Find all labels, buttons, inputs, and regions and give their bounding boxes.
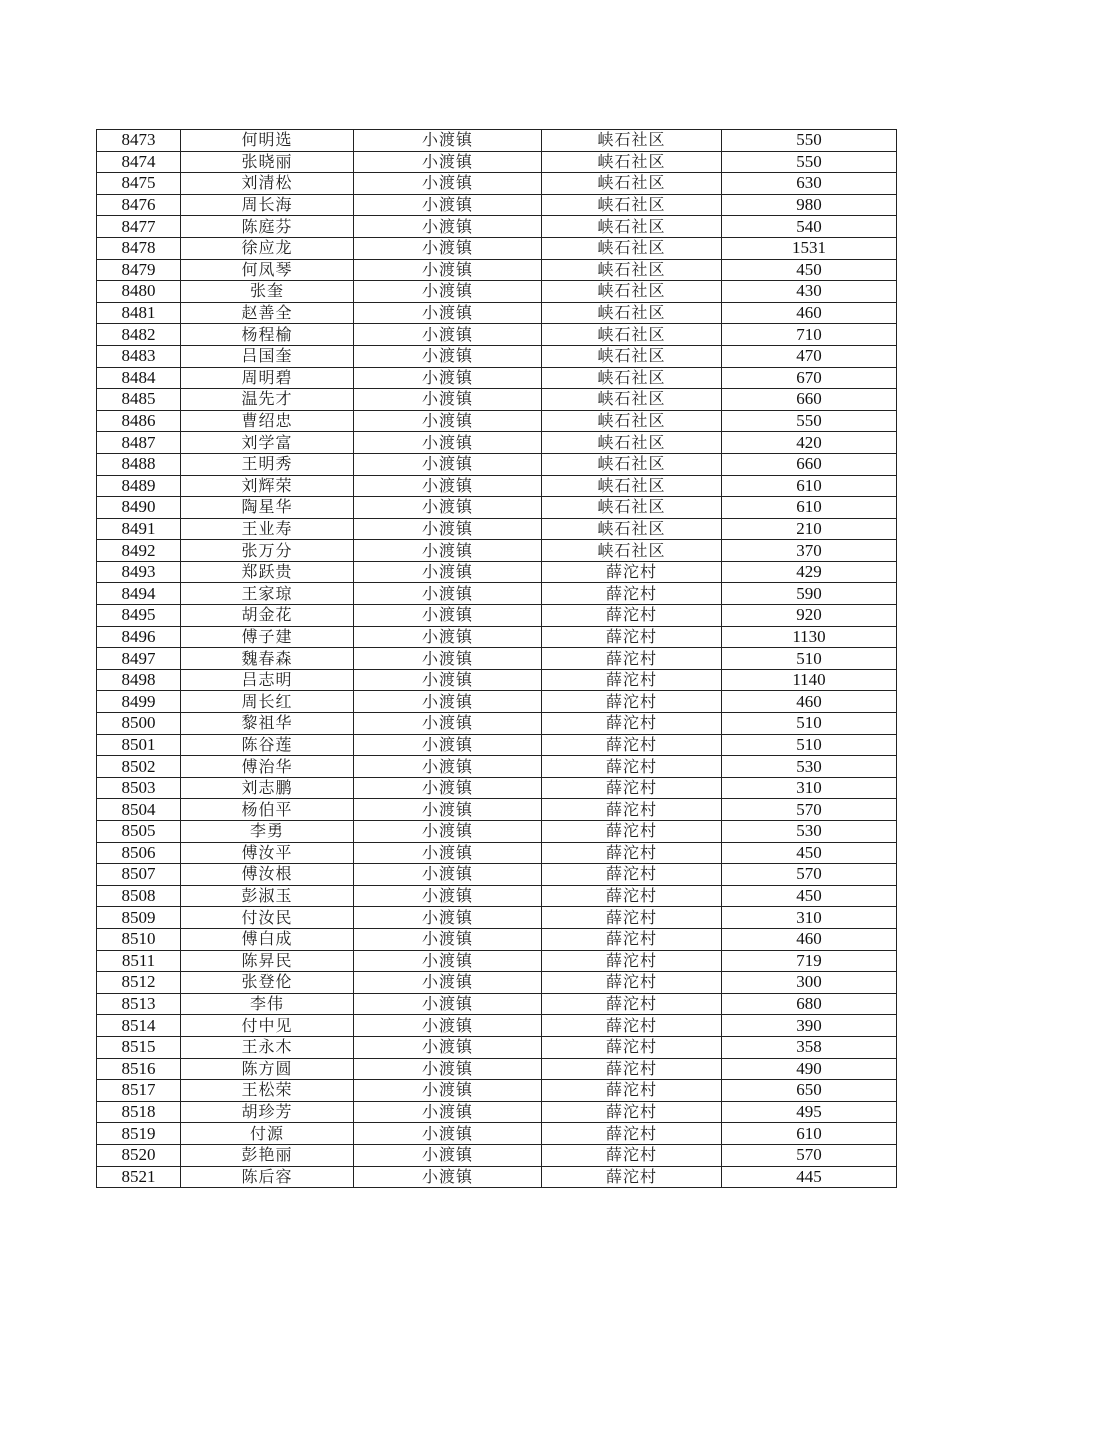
town-cell: 小渡镇 bbox=[354, 497, 542, 519]
town-cell: 小渡镇 bbox=[354, 194, 542, 216]
row-number-cell: 8480 bbox=[97, 281, 181, 303]
row-number-cell: 8489 bbox=[97, 475, 181, 497]
amount-cell: 430 bbox=[722, 281, 897, 303]
row-number-cell: 8502 bbox=[97, 756, 181, 778]
name-cell: 赵善全 bbox=[181, 302, 354, 324]
community-cell: 薛沱村 bbox=[542, 561, 722, 583]
table-body bbox=[97, 130, 897, 1188]
community-cell: 薛沱村 bbox=[542, 842, 722, 864]
community-cell: 薛沱村 bbox=[542, 885, 722, 907]
name-cell: 傅汝根 bbox=[181, 864, 354, 886]
amount-cell: 650 bbox=[722, 1080, 897, 1102]
table-row bbox=[97, 885, 897, 907]
amount-cell: 450 bbox=[722, 885, 897, 907]
amount-cell: 495 bbox=[722, 1101, 897, 1123]
table-row bbox=[97, 605, 897, 627]
table-row bbox=[97, 345, 897, 367]
row-number-cell: 8490 bbox=[97, 497, 181, 519]
name-cell: 彭淑玉 bbox=[181, 885, 354, 907]
town-cell: 小渡镇 bbox=[354, 821, 542, 843]
amount-cell: 660 bbox=[722, 453, 897, 475]
table-row bbox=[97, 1015, 897, 1037]
table-row bbox=[97, 756, 897, 778]
town-cell: 小渡镇 bbox=[354, 691, 542, 713]
amount-cell: 429 bbox=[722, 561, 897, 583]
row-number-cell: 8507 bbox=[97, 864, 181, 886]
town-cell: 小渡镇 bbox=[354, 173, 542, 195]
town-cell: 小渡镇 bbox=[354, 389, 542, 411]
amount-cell: 390 bbox=[722, 1015, 897, 1037]
amount-cell: 420 bbox=[722, 432, 897, 454]
community-cell: 峡石社区 bbox=[542, 453, 722, 475]
amount-cell: 370 bbox=[722, 540, 897, 562]
row-number-cell: 8511 bbox=[97, 950, 181, 972]
table-row bbox=[97, 1058, 897, 1080]
name-cell: 刘志鹏 bbox=[181, 777, 354, 799]
amount-cell: 710 bbox=[722, 324, 897, 346]
row-number-cell: 8513 bbox=[97, 993, 181, 1015]
row-number-cell: 8508 bbox=[97, 885, 181, 907]
table-row bbox=[97, 367, 897, 389]
name-cell: 彭艳丽 bbox=[181, 1144, 354, 1166]
amount-cell: 570 bbox=[722, 1144, 897, 1166]
amount-cell: 630 bbox=[722, 173, 897, 195]
table-row bbox=[97, 540, 897, 562]
name-cell: 张登伦 bbox=[181, 972, 354, 994]
row-number-cell: 8478 bbox=[97, 237, 181, 259]
amount-cell: 445 bbox=[722, 1166, 897, 1188]
community-cell: 薛沱村 bbox=[542, 1101, 722, 1123]
row-number-cell: 8521 bbox=[97, 1166, 181, 1188]
community-cell: 薛沱村 bbox=[542, 993, 722, 1015]
table-row bbox=[97, 497, 897, 519]
community-cell: 薛沱村 bbox=[542, 777, 722, 799]
row-number-cell: 8491 bbox=[97, 518, 181, 540]
row-number-cell: 8494 bbox=[97, 583, 181, 605]
community-cell: 薛沱村 bbox=[542, 1015, 722, 1037]
amount-cell: 510 bbox=[722, 734, 897, 756]
town-cell: 小渡镇 bbox=[354, 259, 542, 281]
table-row bbox=[97, 324, 897, 346]
town-cell: 小渡镇 bbox=[354, 605, 542, 627]
table-row bbox=[97, 713, 897, 735]
amount-cell: 719 bbox=[722, 950, 897, 972]
table-row bbox=[97, 734, 897, 756]
town-cell: 小渡镇 bbox=[354, 1015, 542, 1037]
amount-cell: 460 bbox=[722, 691, 897, 713]
town-cell: 小渡镇 bbox=[354, 281, 542, 303]
town-cell: 小渡镇 bbox=[354, 151, 542, 173]
town-cell: 小渡镇 bbox=[354, 777, 542, 799]
amount-cell: 920 bbox=[722, 605, 897, 627]
community-cell: 薛沱村 bbox=[542, 648, 722, 670]
table-row bbox=[97, 173, 897, 195]
amount-cell: 530 bbox=[722, 821, 897, 843]
name-cell: 李勇 bbox=[181, 821, 354, 843]
data-table bbox=[96, 129, 897, 1188]
amount-cell: 610 bbox=[722, 475, 897, 497]
table-row bbox=[97, 1166, 897, 1188]
table-row bbox=[97, 194, 897, 216]
amount-cell: 450 bbox=[722, 842, 897, 864]
table-row bbox=[97, 928, 897, 950]
name-cell: 付中见 bbox=[181, 1015, 354, 1037]
town-cell: 小渡镇 bbox=[354, 410, 542, 432]
table-row bbox=[97, 518, 897, 540]
name-cell: 周明碧 bbox=[181, 367, 354, 389]
amount-cell: 570 bbox=[722, 799, 897, 821]
amount-cell: 510 bbox=[722, 648, 897, 670]
name-cell: 傅子建 bbox=[181, 626, 354, 648]
community-cell: 薛沱村 bbox=[542, 799, 722, 821]
amount-cell: 358 bbox=[722, 1036, 897, 1058]
table-row bbox=[97, 972, 897, 994]
row-number-cell: 8517 bbox=[97, 1080, 181, 1102]
row-number-cell: 8473 bbox=[97, 130, 181, 152]
row-number-cell: 8474 bbox=[97, 151, 181, 173]
community-cell: 峡石社区 bbox=[542, 497, 722, 519]
table-row bbox=[97, 648, 897, 670]
row-number-cell: 8475 bbox=[97, 173, 181, 195]
town-cell: 小渡镇 bbox=[354, 1058, 542, 1080]
town-cell: 小渡镇 bbox=[354, 518, 542, 540]
amount-cell: 510 bbox=[722, 713, 897, 735]
row-number-cell: 8505 bbox=[97, 821, 181, 843]
town-cell: 小渡镇 bbox=[354, 540, 542, 562]
name-cell: 付源 bbox=[181, 1123, 354, 1145]
name-cell: 张万分 bbox=[181, 540, 354, 562]
amount-cell: 670 bbox=[722, 367, 897, 389]
row-number-cell: 8486 bbox=[97, 410, 181, 432]
community-cell: 薛沱村 bbox=[542, 1123, 722, 1145]
row-number-cell: 8519 bbox=[97, 1123, 181, 1145]
amount-cell: 530 bbox=[722, 756, 897, 778]
table-row bbox=[97, 1036, 897, 1058]
name-cell: 刘辉荣 bbox=[181, 475, 354, 497]
name-cell: 黎祖华 bbox=[181, 713, 354, 735]
community-cell: 薛沱村 bbox=[542, 1166, 722, 1188]
community-cell: 峡石社区 bbox=[542, 410, 722, 432]
town-cell: 小渡镇 bbox=[354, 216, 542, 238]
table-row bbox=[97, 799, 897, 821]
table-row bbox=[97, 216, 897, 238]
row-number-cell: 8483 bbox=[97, 345, 181, 367]
community-cell: 峡石社区 bbox=[542, 302, 722, 324]
name-cell: 陈昇民 bbox=[181, 950, 354, 972]
table-row bbox=[97, 842, 897, 864]
table-row bbox=[97, 1123, 897, 1145]
table-row bbox=[97, 1101, 897, 1123]
name-cell: 张晓丽 bbox=[181, 151, 354, 173]
name-cell: 杨程榆 bbox=[181, 324, 354, 346]
community-cell: 峡石社区 bbox=[542, 237, 722, 259]
town-cell: 小渡镇 bbox=[354, 993, 542, 1015]
town-cell: 小渡镇 bbox=[354, 324, 542, 346]
community-cell: 峡石社区 bbox=[542, 216, 722, 238]
town-cell: 小渡镇 bbox=[354, 756, 542, 778]
table-row bbox=[97, 561, 897, 583]
row-number-cell: 8512 bbox=[97, 972, 181, 994]
community-cell: 薛沱村 bbox=[542, 928, 722, 950]
community-cell: 峡石社区 bbox=[542, 130, 722, 152]
town-cell: 小渡镇 bbox=[354, 648, 542, 670]
name-cell: 周长海 bbox=[181, 194, 354, 216]
table-row bbox=[97, 475, 897, 497]
table-row bbox=[97, 151, 897, 173]
town-cell: 小渡镇 bbox=[354, 669, 542, 691]
amount-cell: 210 bbox=[722, 518, 897, 540]
table-row bbox=[97, 950, 897, 972]
town-cell: 小渡镇 bbox=[354, 1101, 542, 1123]
amount-cell: 610 bbox=[722, 1123, 897, 1145]
community-cell: 峡石社区 bbox=[542, 475, 722, 497]
town-cell: 小渡镇 bbox=[354, 561, 542, 583]
name-cell: 周长红 bbox=[181, 691, 354, 713]
row-number-cell: 8506 bbox=[97, 842, 181, 864]
amount-cell: 1140 bbox=[722, 669, 897, 691]
name-cell: 王明秀 bbox=[181, 453, 354, 475]
community-cell: 峡石社区 bbox=[542, 173, 722, 195]
town-cell: 小渡镇 bbox=[354, 432, 542, 454]
community-cell: 薛沱村 bbox=[542, 626, 722, 648]
row-number-cell: 8484 bbox=[97, 367, 181, 389]
community-cell: 峡石社区 bbox=[542, 324, 722, 346]
town-cell: 小渡镇 bbox=[354, 1036, 542, 1058]
amount-cell: 1130 bbox=[722, 626, 897, 648]
name-cell: 陈方圆 bbox=[181, 1058, 354, 1080]
town-cell: 小渡镇 bbox=[354, 1123, 542, 1145]
name-cell: 陈庭芬 bbox=[181, 216, 354, 238]
community-cell: 薛沱村 bbox=[542, 950, 722, 972]
name-cell: 郑跃贵 bbox=[181, 561, 354, 583]
community-cell: 峡石社区 bbox=[542, 389, 722, 411]
community-cell: 薛沱村 bbox=[542, 1036, 722, 1058]
table-row bbox=[97, 389, 897, 411]
community-cell: 峡石社区 bbox=[542, 540, 722, 562]
name-cell: 王家琼 bbox=[181, 583, 354, 605]
amount-cell: 470 bbox=[722, 345, 897, 367]
table-row bbox=[97, 259, 897, 281]
town-cell: 小渡镇 bbox=[354, 1144, 542, 1166]
table-row bbox=[97, 821, 897, 843]
row-number-cell: 8501 bbox=[97, 734, 181, 756]
name-cell: 陈后容 bbox=[181, 1166, 354, 1188]
table-row bbox=[97, 453, 897, 475]
table-row bbox=[97, 864, 897, 886]
name-cell: 王业寿 bbox=[181, 518, 354, 540]
community-cell: 薛沱村 bbox=[542, 734, 722, 756]
row-number-cell: 8477 bbox=[97, 216, 181, 238]
row-number-cell: 8498 bbox=[97, 669, 181, 691]
community-cell: 薛沱村 bbox=[542, 756, 722, 778]
name-cell: 傅白成 bbox=[181, 928, 354, 950]
row-number-cell: 8518 bbox=[97, 1101, 181, 1123]
town-cell: 小渡镇 bbox=[354, 972, 542, 994]
amount-cell: 590 bbox=[722, 583, 897, 605]
town-cell: 小渡镇 bbox=[354, 1166, 542, 1188]
name-cell: 王永木 bbox=[181, 1036, 354, 1058]
name-cell: 王松荣 bbox=[181, 1080, 354, 1102]
row-number-cell: 8499 bbox=[97, 691, 181, 713]
community-cell: 薛沱村 bbox=[542, 907, 722, 929]
table-row bbox=[97, 410, 897, 432]
town-cell: 小渡镇 bbox=[354, 367, 542, 389]
row-number-cell: 8481 bbox=[97, 302, 181, 324]
name-cell: 陈谷莲 bbox=[181, 734, 354, 756]
name-cell: 曹绍忠 bbox=[181, 410, 354, 432]
town-cell: 小渡镇 bbox=[354, 130, 542, 152]
amount-cell: 550 bbox=[722, 410, 897, 432]
amount-cell: 660 bbox=[722, 389, 897, 411]
town-cell: 小渡镇 bbox=[354, 907, 542, 929]
community-cell: 薛沱村 bbox=[542, 691, 722, 713]
row-number-cell: 8485 bbox=[97, 389, 181, 411]
town-cell: 小渡镇 bbox=[354, 799, 542, 821]
town-cell: 小渡镇 bbox=[354, 302, 542, 324]
town-cell: 小渡镇 bbox=[354, 345, 542, 367]
town-cell: 小渡镇 bbox=[354, 583, 542, 605]
name-cell: 吕志明 bbox=[181, 669, 354, 691]
community-cell: 峡石社区 bbox=[542, 281, 722, 303]
community-cell: 薛沱村 bbox=[542, 821, 722, 843]
town-cell: 小渡镇 bbox=[354, 626, 542, 648]
community-cell: 薛沱村 bbox=[542, 713, 722, 735]
amount-cell: 450 bbox=[722, 259, 897, 281]
name-cell: 温先才 bbox=[181, 389, 354, 411]
name-cell: 傅治华 bbox=[181, 756, 354, 778]
amount-cell: 980 bbox=[722, 194, 897, 216]
amount-cell: 490 bbox=[722, 1058, 897, 1080]
amount-cell: 310 bbox=[722, 907, 897, 929]
community-cell: 峡石社区 bbox=[542, 151, 722, 173]
name-cell: 傅汝平 bbox=[181, 842, 354, 864]
row-number-cell: 8492 bbox=[97, 540, 181, 562]
name-cell: 何凤琴 bbox=[181, 259, 354, 281]
row-number-cell: 8514 bbox=[97, 1015, 181, 1037]
name-cell: 陶星华 bbox=[181, 497, 354, 519]
row-number-cell: 8496 bbox=[97, 626, 181, 648]
name-cell: 何明选 bbox=[181, 130, 354, 152]
table-row bbox=[97, 302, 897, 324]
row-number-cell: 8482 bbox=[97, 324, 181, 346]
row-number-cell: 8497 bbox=[97, 648, 181, 670]
row-number-cell: 8479 bbox=[97, 259, 181, 281]
table-row bbox=[97, 237, 897, 259]
row-number-cell: 8509 bbox=[97, 907, 181, 929]
community-cell: 薛沱村 bbox=[542, 864, 722, 886]
table-row bbox=[97, 281, 897, 303]
town-cell: 小渡镇 bbox=[354, 734, 542, 756]
name-cell: 付汝民 bbox=[181, 907, 354, 929]
table-row bbox=[97, 583, 897, 605]
row-number-cell: 8504 bbox=[97, 799, 181, 821]
row-number-cell: 8503 bbox=[97, 777, 181, 799]
name-cell: 徐应龙 bbox=[181, 237, 354, 259]
amount-cell: 570 bbox=[722, 864, 897, 886]
row-number-cell: 8487 bbox=[97, 432, 181, 454]
table-row bbox=[97, 691, 897, 713]
community-cell: 峡石社区 bbox=[542, 367, 722, 389]
town-cell: 小渡镇 bbox=[354, 864, 542, 886]
row-number-cell: 8516 bbox=[97, 1058, 181, 1080]
community-cell: 薛沱村 bbox=[542, 583, 722, 605]
name-cell: 杨伯平 bbox=[181, 799, 354, 821]
table-row bbox=[97, 669, 897, 691]
community-cell: 峡石社区 bbox=[542, 194, 722, 216]
row-number-cell: 8515 bbox=[97, 1036, 181, 1058]
community-cell: 薛沱村 bbox=[542, 605, 722, 627]
name-cell: 刘学富 bbox=[181, 432, 354, 454]
town-cell: 小渡镇 bbox=[354, 1080, 542, 1102]
town-cell: 小渡镇 bbox=[354, 237, 542, 259]
row-number-cell: 8476 bbox=[97, 194, 181, 216]
table-row bbox=[97, 1144, 897, 1166]
name-cell: 胡珍芳 bbox=[181, 1101, 354, 1123]
community-cell: 薛沱村 bbox=[542, 669, 722, 691]
town-cell: 小渡镇 bbox=[354, 885, 542, 907]
table-row bbox=[97, 993, 897, 1015]
amount-cell: 300 bbox=[722, 972, 897, 994]
row-number-cell: 8520 bbox=[97, 1144, 181, 1166]
name-cell: 李伟 bbox=[181, 993, 354, 1015]
amount-cell: 550 bbox=[722, 130, 897, 152]
table-row bbox=[97, 432, 897, 454]
amount-cell: 310 bbox=[722, 777, 897, 799]
community-cell: 峡石社区 bbox=[542, 345, 722, 367]
name-cell: 张奎 bbox=[181, 281, 354, 303]
community-cell: 薛沱村 bbox=[542, 1058, 722, 1080]
name-cell: 魏春森 bbox=[181, 648, 354, 670]
amount-cell: 460 bbox=[722, 302, 897, 324]
name-cell: 刘清松 bbox=[181, 173, 354, 195]
row-number-cell: 8493 bbox=[97, 561, 181, 583]
table-row bbox=[97, 907, 897, 929]
amount-cell: 550 bbox=[722, 151, 897, 173]
community-cell: 峡石社区 bbox=[542, 432, 722, 454]
row-number-cell: 8488 bbox=[97, 453, 181, 475]
town-cell: 小渡镇 bbox=[354, 950, 542, 972]
name-cell: 胡金花 bbox=[181, 605, 354, 627]
table-row bbox=[97, 777, 897, 799]
table-row bbox=[97, 130, 897, 152]
town-cell: 小渡镇 bbox=[354, 475, 542, 497]
town-cell: 小渡镇 bbox=[354, 713, 542, 735]
town-cell: 小渡镇 bbox=[354, 842, 542, 864]
table-row bbox=[97, 626, 897, 648]
community-cell: 薛沱村 bbox=[542, 1144, 722, 1166]
community-cell: 峡石社区 bbox=[542, 259, 722, 281]
table-row bbox=[97, 1080, 897, 1102]
row-number-cell: 8510 bbox=[97, 928, 181, 950]
amount-cell: 680 bbox=[722, 993, 897, 1015]
community-cell: 峡石社区 bbox=[542, 518, 722, 540]
amount-cell: 540 bbox=[722, 216, 897, 238]
name-cell: 吕国奎 bbox=[181, 345, 354, 367]
amount-cell: 460 bbox=[722, 928, 897, 950]
town-cell: 小渡镇 bbox=[354, 928, 542, 950]
row-number-cell: 8495 bbox=[97, 605, 181, 627]
amount-cell: 1531 bbox=[722, 237, 897, 259]
community-cell: 薛沱村 bbox=[542, 1080, 722, 1102]
row-number-cell: 8500 bbox=[97, 713, 181, 735]
town-cell: 小渡镇 bbox=[354, 453, 542, 475]
amount-cell: 610 bbox=[722, 497, 897, 519]
community-cell: 薛沱村 bbox=[542, 972, 722, 994]
